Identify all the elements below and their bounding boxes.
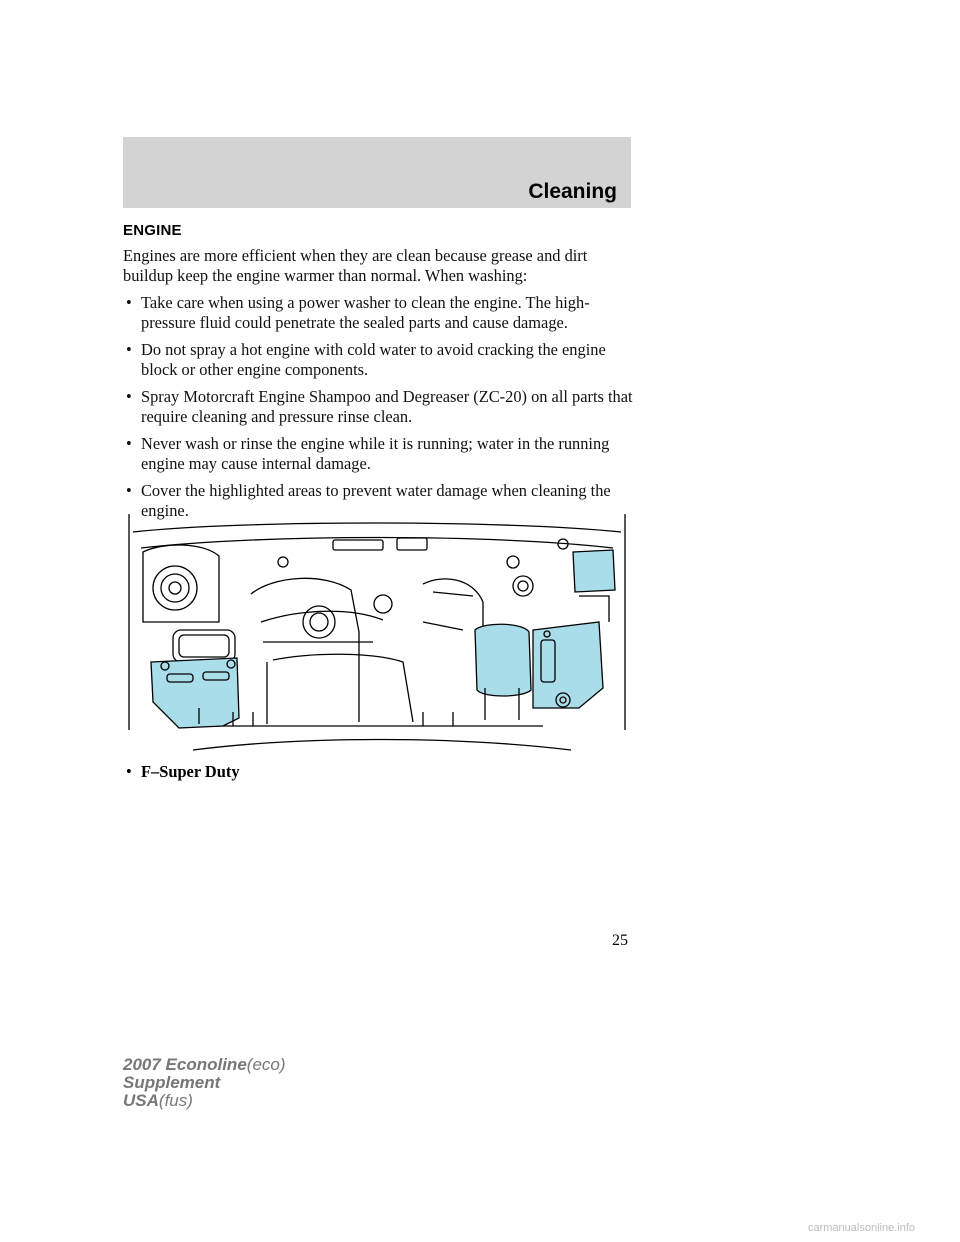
list-item: • Never wash or rinse the engine while it is running; water in the running engine may cause internal damage.: [123, 434, 633, 473]
air-filter-icon: [475, 624, 531, 696]
figure-caption: • F–Super Duty: [123, 762, 240, 782]
footer-line-2: Supplement: [123, 1073, 221, 1092]
engine-compartment-illustration: [123, 512, 631, 752]
list-item: • Take care when using a power washer to clean the engine. The high-pressure fluid could penetrate the sealed parts and cause damage.: [123, 293, 633, 332]
washing-tips-list: [123, 293, 633, 520]
section-heading: ENGINE: [123, 222, 182, 239]
list-item: • Cover the highlighted areas to prevent water damage when cleaning the engine.: [123, 481, 633, 520]
page-number: 25: [612, 932, 628, 949]
air-filter-highlight: [475, 624, 531, 720]
list-item: • Spray Motorcraft Engine Shampoo and Degreaser (ZC-20) on all parts that require cleaning and pressure rinse clean.: [123, 387, 633, 426]
footer-line-3: USA(fus): [123, 1091, 193, 1110]
footer-line-1: 2007 Econoline(eco): [123, 1055, 286, 1074]
watermark: carmanualsonline.info: [808, 1222, 916, 1234]
section-title: Cleaning: [528, 180, 617, 203]
reservoir-cap-icon: [153, 566, 197, 610]
relay-box-icon: [573, 550, 615, 592]
section-body: [123, 246, 633, 528]
battery-highlight: [151, 658, 239, 728]
relay-box-highlight: [573, 550, 615, 622]
document-footer: [123, 1056, 286, 1110]
battery-icon: [151, 658, 239, 728]
section-header-band: [123, 137, 631, 208]
intro-paragraph: Engines are more efficient when they are clean because grease and dirt buildup keep the engine warmer than normal. When washing:: [123, 246, 588, 285]
pcm-box-highlight: [533, 622, 603, 708]
list-item: • Do not spray a hot engine with cold water to avoid cracking the engine block or other engine components.: [123, 340, 633, 379]
